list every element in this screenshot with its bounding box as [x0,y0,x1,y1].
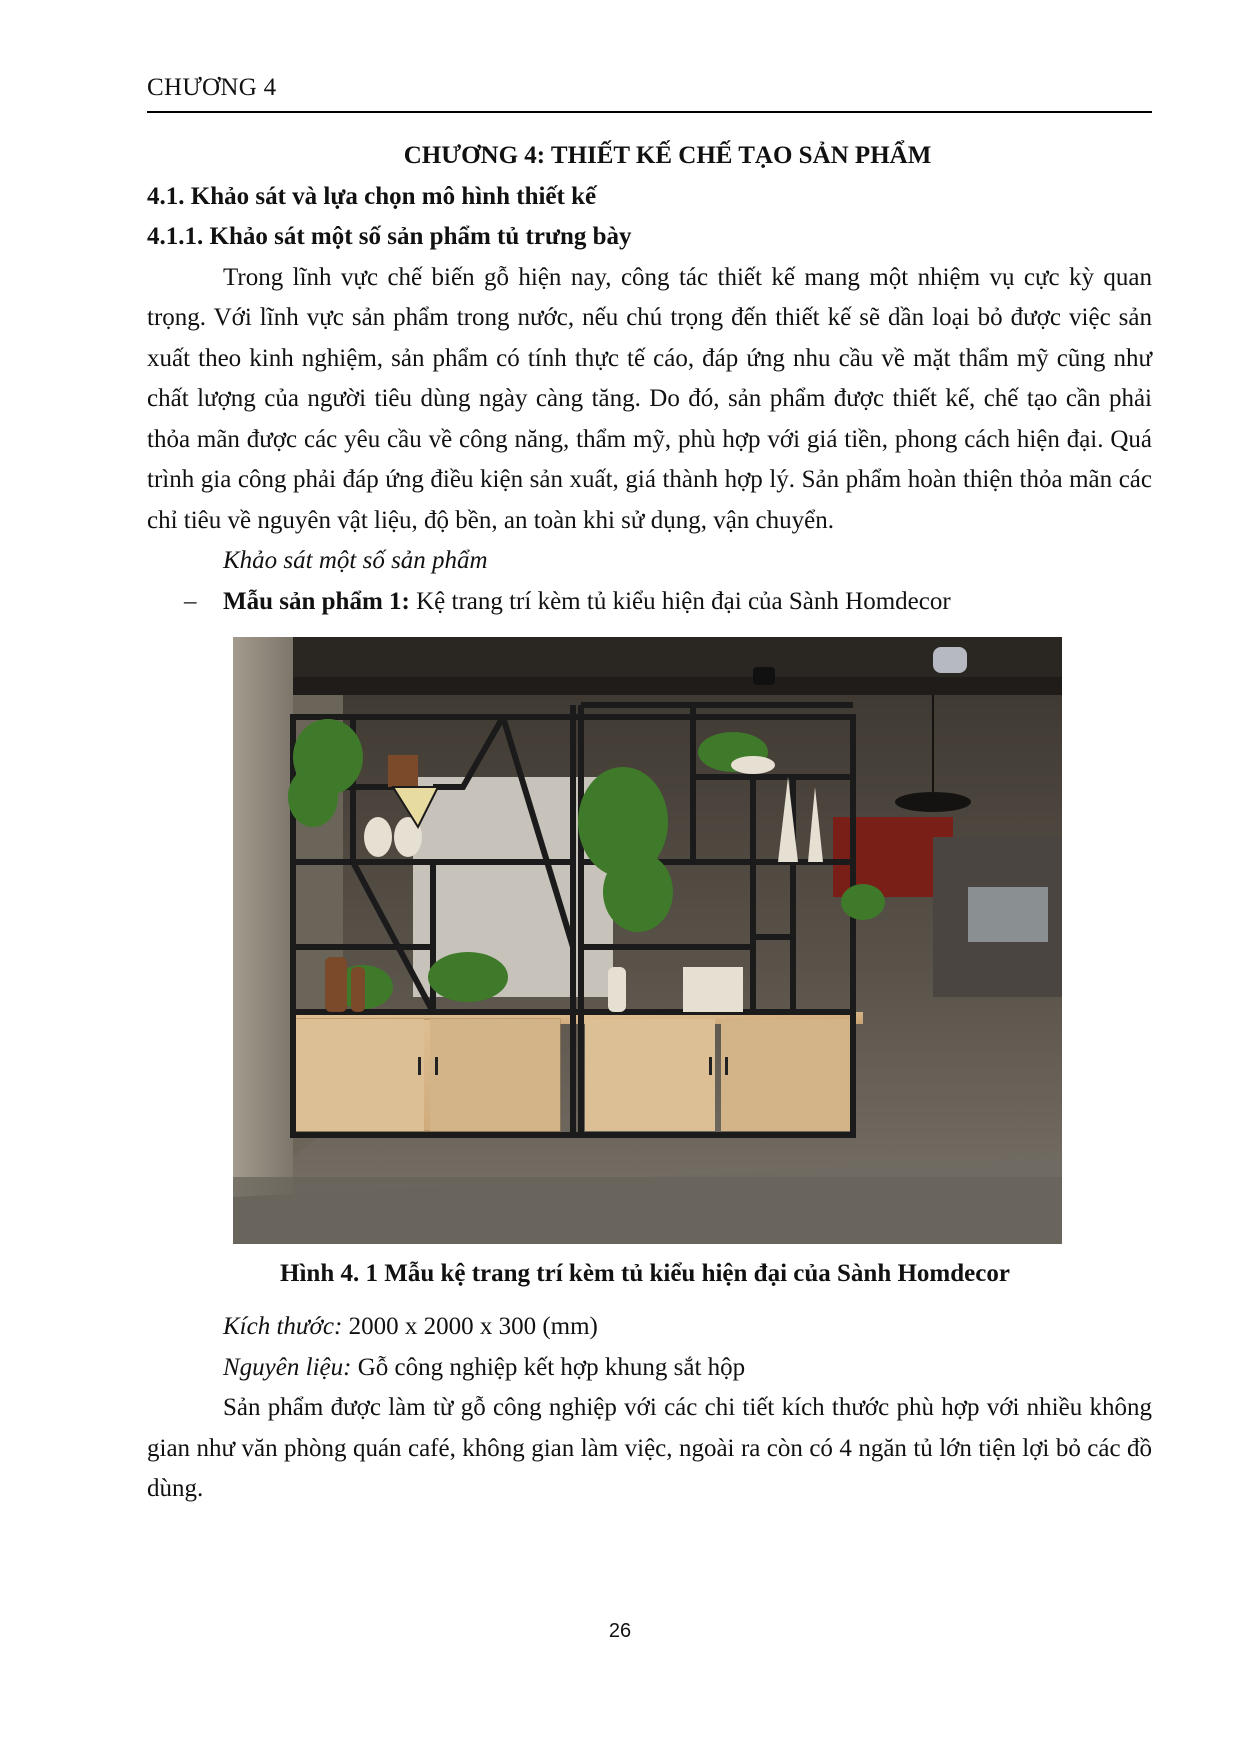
size-label: Kích thước: [223,1313,343,1340]
size-line [147,1307,1152,1348]
specs-section [147,1307,1152,1510]
product-photo [233,637,1062,1244]
subsection-heading: 4.1.1. Khảo sát một số sản phẩm tủ trưng bày [147,223,632,250]
closing-paragraph: Sản phẩm được làm từ gỗ công nghiệp với các chi tiết kích thước phù hợp với nhiều không gian như văn phòng quán café, không gian làm việc, ngoài ra còn có 4 ngăn tủ lớn tiện lợi bỏ các đồ dùng. [147,1394,1152,1502]
header-rule [147,111,1152,113]
product-label: Mẫu sản phẩm 1: [223,587,410,615]
bullet-dash: – [184,587,197,615]
running-header: CHƯƠNG 4 [147,74,277,101]
product-description: Kệ trang trí kèm tủ kiểu hiện đại của Sành Homdecor [409,587,951,615]
size-value: 2000 x 2000 x 300 (mm) [342,1313,598,1340]
material-value: Gỗ công nghiệp kết hợp khung sắt hộp [351,1353,746,1381]
material-label: Nguyên liệu: [223,1353,352,1381]
section-heading: 4.1. Khảo sát và lựa chọn mô hình thiết kế [147,182,597,210]
figure-caption: Hình 4. 1 Mẫu kệ trang trí kèm tủ kiểu hiện đại của Sành Homdecor [280,1260,1010,1287]
page-number: 26 [608,1620,632,1642]
material-line [147,1348,1152,1389]
product-bullet [147,582,1152,623]
body-content [147,136,1152,622]
intro-paragraph: Trong lĩnh vực chế biến gỗ hiện nay, công tác thiết kế mang một nhiệm vụ cực kỳ quan trọng. Với lĩnh vực sản phẩm trong nước, nếu chú trọng đến thiết kế sẽ dần loại bỏ được việc sản xuất theo kinh nghiệm, sản phẩm có tính thực tế cáo, đáp ứng nhu cầu về mặt thẩm mỹ cũng như chất lượng của người tiêu dùng ngày càng tăng. Do đó, sản phẩm được thiết kế, chế tạo cần phải thỏa mãn được các yêu cầu về công năng, thẩm mỹ, phù hợp với giá tiền, phong cách hiện đại. Quá trình gia công phải đáp ứng điều kiện sản xuất, giá thành hợp lý. Sản phẩm hoàn thiện thỏa mãn các chỉ tiêu về nguyên vật liệu, độ bền, an toàn khi sử dụng, vận chuyển. [147,263,1152,534]
survey-label: Khảo sát một số sản phẩm [223,547,488,574]
chapter-title: CHƯƠNG 4: THIẾT KẾ CHẾ TẠO SẢN PHẨM [403,142,932,169]
